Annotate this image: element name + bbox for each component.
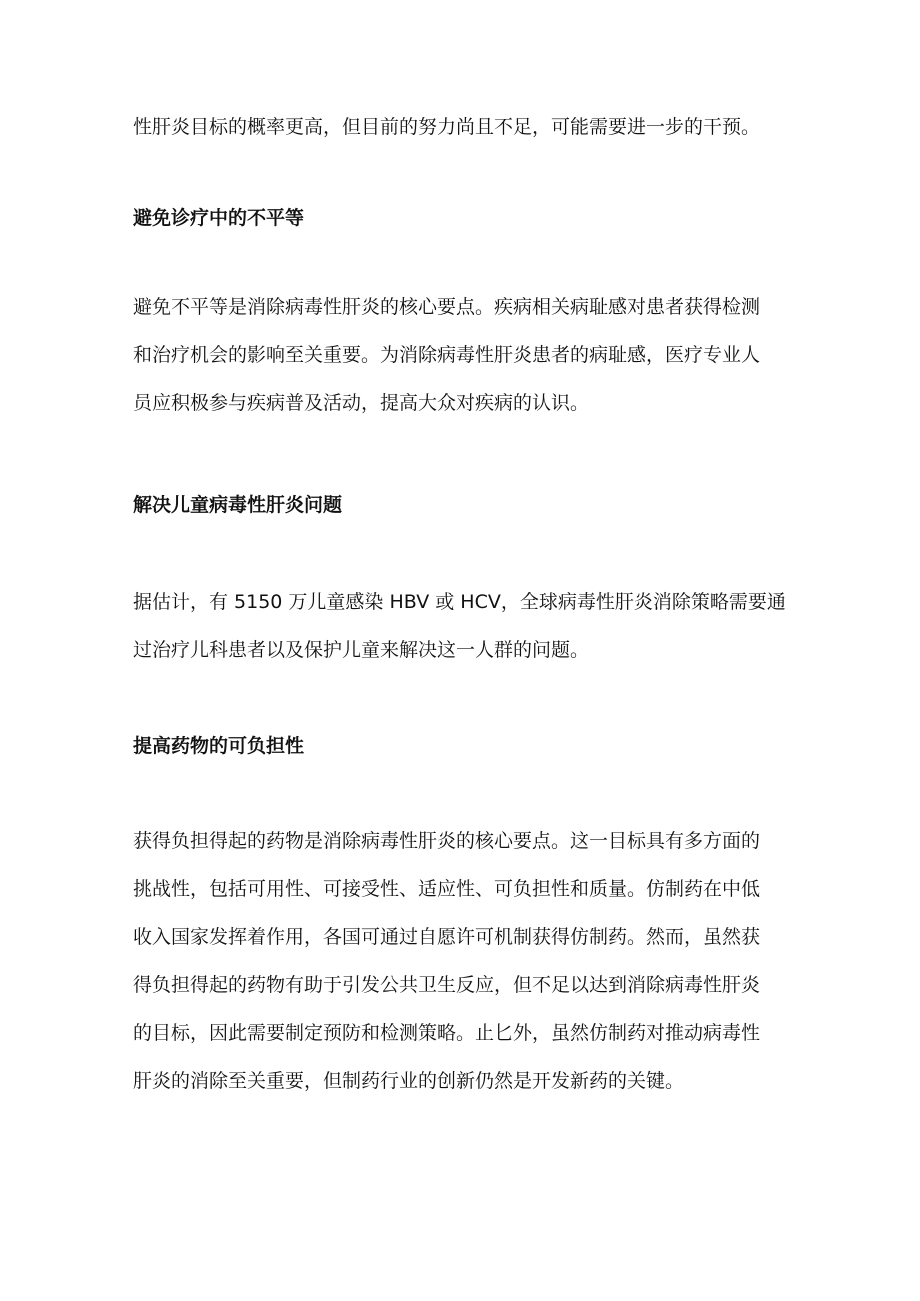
paragraph-line: 避免不平等是消除病毒性肝炎的核心要点。疾病相关病耻感对患者获得检测 bbox=[133, 296, 761, 318]
section-heading-children: 解决儿童病毒性肝炎问题 bbox=[133, 494, 343, 516]
paragraph-line: 挑战性，包括可用性、可接受性、适应性、可负担性和质量。仿制药在中低 bbox=[133, 878, 761, 900]
paragraph-line: 收入国家发挥着作用，各国可通过自愿许可机制获得仿制药。然而，虽然获 bbox=[133, 926, 761, 948]
paragraph-line: 的目标，因此需要制定预防和检测策略。止匕外，虽然仿制药对推动病毒性 bbox=[133, 1022, 761, 1044]
intro-paragraph bbox=[133, 103, 798, 151]
paragraph-line: 和治疗机会的影响至关重要。为消除病毒性肝炎患者的病耻感，医疗专业人 bbox=[133, 344, 761, 366]
paragraph-line: 得负担得起的药物有助于引发公共卫生反应，但不足以达到消除病毒性肝炎 bbox=[133, 974, 761, 996]
paragraph-line: 性肝炎目标的概率更高，但目前的努力尚且不足，可能需要进一步的干预。 bbox=[133, 116, 761, 138]
section-paragraph-inequality bbox=[133, 283, 798, 427]
paragraph-line: 据估计，有 5150 万儿童感染 HBV 或 HCV，全球病毒性肝炎消除策略需要通 bbox=[133, 591, 786, 613]
paragraph-line: 过治疗儿科患者以及保护儿童来解决这一人群的问题。 bbox=[133, 639, 590, 661]
paragraph-line: 肝炎的消除至关重要，但制药行业的创新仍然是开发新药的关键。 bbox=[133, 1070, 685, 1092]
paragraph-line: 员应积极参与疾病普及活动，提高大众对疾病的认识。 bbox=[133, 392, 590, 414]
section-heading-affordability: 提高药物的可负担性 bbox=[133, 735, 305, 757]
section-heading-inequality: 避免诊疗中的不平等 bbox=[133, 207, 305, 229]
paragraph-line: 获得负担得起的药物是消除病毒性肝炎的核心要点。这一目标具有多方面的 bbox=[133, 830, 761, 852]
section-paragraph-children bbox=[133, 578, 798, 674]
section-paragraph-affordability bbox=[133, 817, 798, 1105]
